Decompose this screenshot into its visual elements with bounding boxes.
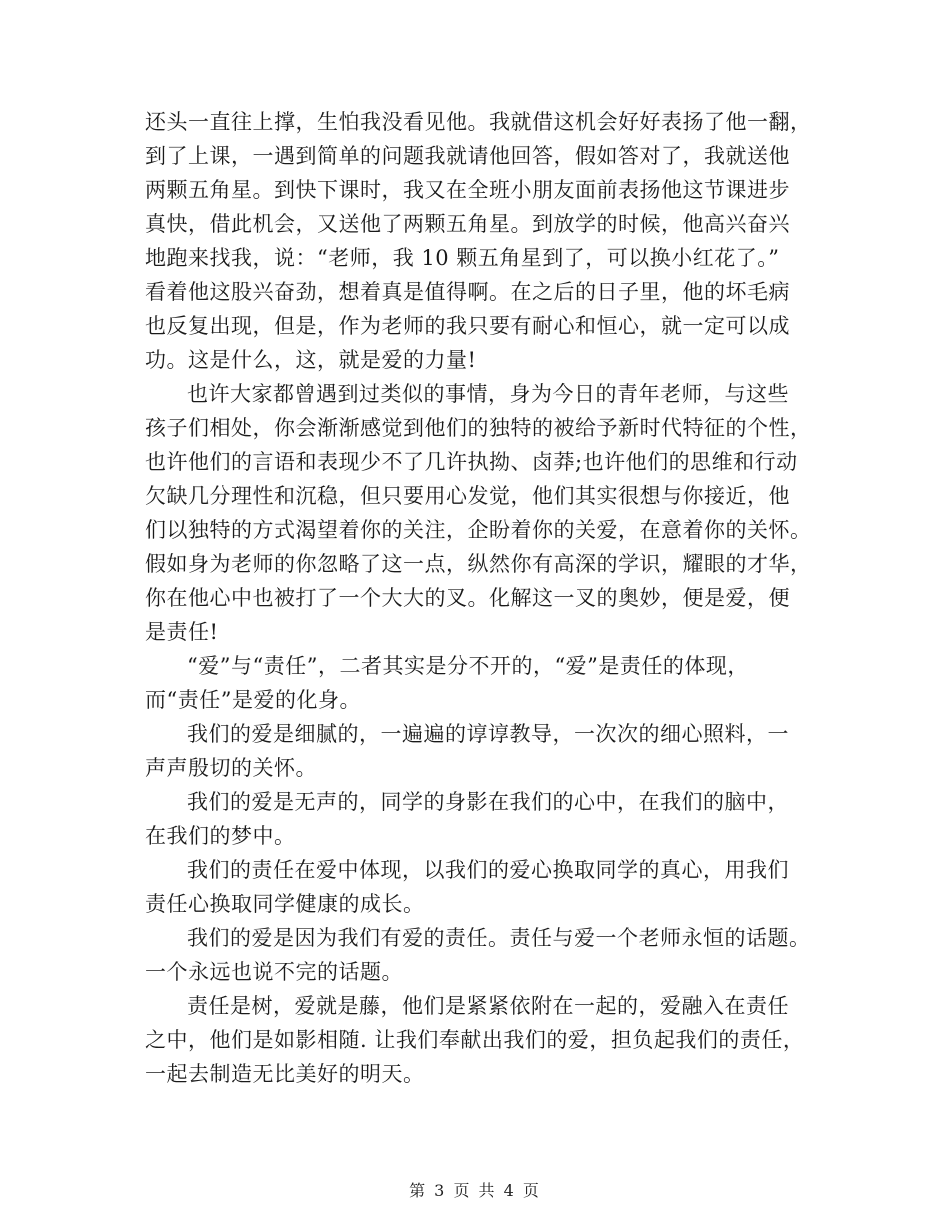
text-line: 我们的爱是因为我们有爱的责任。责任与爱一个老师永恒的话题。 bbox=[187, 926, 811, 950]
text-line: 我们的爱是细腻的，一遍遍的谆谆教导，一次次的细心照料，一 bbox=[187, 722, 789, 746]
text-line: 我们的爱是无声的，同学的身影在我们的心中，在我们的脑中， bbox=[187, 790, 789, 814]
text-line: 而“责任”是爱的化身。 bbox=[145, 688, 361, 712]
text-line: 们以独特的方式渴望着你的关注，企盼着你的关爱，在意着你的关怀。 bbox=[145, 518, 812, 542]
paragraph bbox=[145, 785, 810, 853]
text-line: 你在他心中也被打了一个大大的叉。化解这一叉的奥妙，便是爱，便 bbox=[145, 586, 790, 610]
text-line: 也许他们的言语和表现少不了几许执拗、卤莽;也许他们的思维和行动 bbox=[145, 450, 798, 474]
text-line: 是责任! bbox=[145, 620, 219, 644]
text-line: “爱”与“责任”，二者其实是分不开的，“爱”是责任的体现， bbox=[187, 654, 749, 678]
paragraph bbox=[145, 853, 810, 921]
text-line: 真快，借此机会，又送他了两颗五角星。到放学的时候，他高兴奋兴 bbox=[145, 212, 790, 236]
text-line: 一个永远也说不完的话题。 bbox=[145, 960, 403, 984]
text-line: 之中，他们是如影相随. 让我们奉献出我们的爱，担负起我们的责任， bbox=[145, 1028, 805, 1052]
paragraph bbox=[145, 377, 810, 649]
paragraph bbox=[145, 649, 810, 717]
text-line: 两颗五角星。到快下课时，我又在全班小朋友面前表扬他这节课进步 bbox=[145, 178, 790, 202]
text-line: 到了上课，一遇到简单的问题我就请他回答，假如答对了，我就送他 bbox=[145, 144, 790, 168]
text-line: 在我们的梦中。 bbox=[145, 824, 296, 848]
text-line: 功。这是什么，这，就是爱的力量! bbox=[145, 348, 477, 372]
paragraph bbox=[145, 921, 810, 989]
document-body bbox=[145, 105, 810, 1091]
text-line: 孩子们相处，你会渐渐感觉到他们的独特的被给予新时代特征的个性， bbox=[145, 416, 812, 440]
page-footer: 第 3 页 共 4 页 bbox=[409, 1181, 541, 1200]
text-line: 责任是树，爱就是藤，他们是紧紧依附在一起的，爱融入在责任 bbox=[187, 994, 789, 1018]
text-line: 声声殷切的关怀。 bbox=[145, 756, 317, 780]
paragraph bbox=[145, 105, 810, 377]
text-line: 也许大家都曾遇到过类似的事情，身为今日的青年老师，与这些 bbox=[187, 382, 789, 406]
paragraph bbox=[145, 717, 810, 785]
text-line: 假如身为老师的你忽略了这一点，纵然你有高深的学识，耀眼的才华， bbox=[145, 552, 812, 576]
text-line: 一起去制造无比美好的明天。 bbox=[145, 1062, 425, 1086]
text-line: 欠缺几分理性和沉稳，但只要用心发觉，他们其实很想与你接近，他 bbox=[145, 484, 790, 508]
text-line: 我们的责任在爱中体现，以我们的爱心换取同学的真心，用我们 bbox=[187, 858, 789, 882]
text-line: 责任心换取同学健康的成长。 bbox=[145, 892, 425, 916]
text-line: 地跑来找我，说：“老师，我 10 颗五角星到了，可以换小红花了。” bbox=[145, 246, 780, 270]
text-line: 看着他这股兴奋劲，想着真是值得啊。在之后的日子里，他的坏毛病 bbox=[145, 280, 790, 304]
paragraph bbox=[145, 989, 810, 1091]
text-line: 也反复出现，但是，作为老师的我只要有耐心和恒心，就一定可以成 bbox=[145, 314, 790, 338]
text-line: 还头一直往上撑，生怕我没看见他。我就借这机会好好表扬了他一翻， bbox=[145, 110, 812, 134]
